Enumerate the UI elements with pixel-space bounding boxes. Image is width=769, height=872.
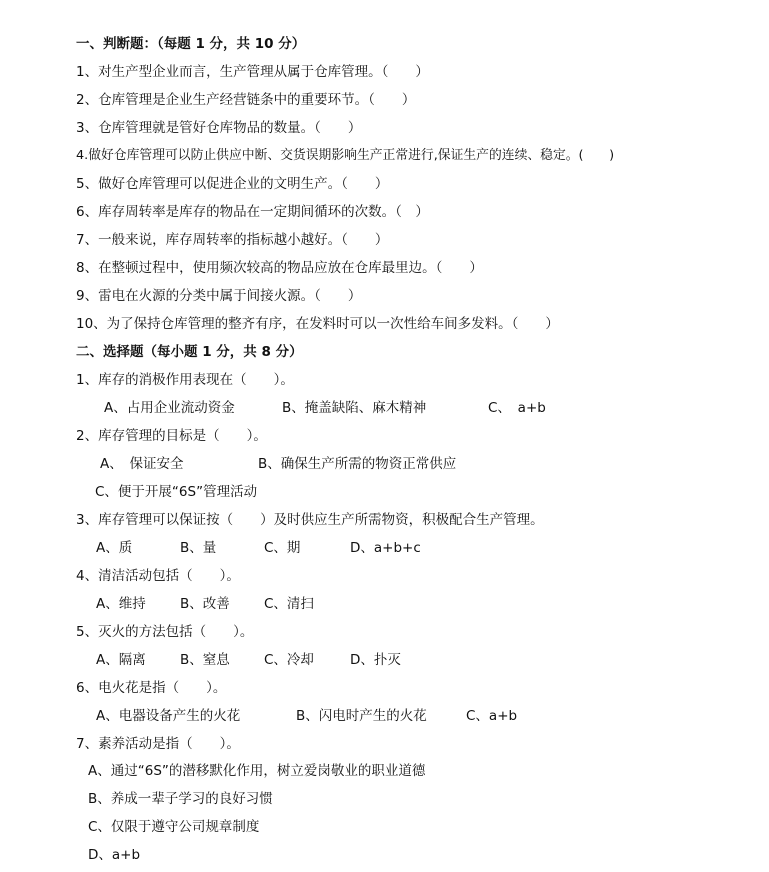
tf-question-2: 2、仓库管理是企业生产经营链条中的重要环节。（ ） [76, 92, 416, 108]
section-2-title: 二、选择题（每小题 1 分，共 8 分） [76, 344, 303, 360]
mc-question-7-option-d: D、a+b [88, 847, 141, 863]
mc-question-7-stem: 7、素养活动是指（ ）。 [76, 736, 240, 752]
mc-question-1-option-b: B、掩盖缺陷、麻木精神 [282, 400, 427, 416]
mc-question-5-option-c: C、冷却 [264, 652, 314, 668]
mc-question-6-stem: 6、电火花是指（ ）。 [76, 680, 227, 696]
tf-question-10: 10、为了保持仓库管理的整齐有序，在发料时可以一次性给车间多发料。（ ） [76, 316, 559, 332]
tf-question-8: 8、在整顿过程中，使用频次较高的物品应放在仓库最里边。（ ） [76, 260, 483, 276]
tf-question-9: 9、雷电在火源的分类中属于间接火源。（ ） [76, 288, 362, 304]
mc-question-4-option-c: C、清扫 [264, 596, 314, 612]
mc-question-1-stem: 1、库存的消极作用表现在（ ）。 [76, 372, 294, 388]
section-1-title: 一、判断题：（每题 1 分，共 10 分） [76, 36, 306, 52]
mc-question-5-option-b: B、窒息 [180, 652, 230, 668]
mc-question-7-option-a: A、通过“6S”的潜移默化作用，树立爱岗敬业的职业道德 [88, 763, 426, 779]
mc-question-6-option-a: A、电器设备产生的火花 [96, 708, 241, 724]
tf-question-1: 1、对生产型企业而言，生产管理从属于仓库管理。（ ） [76, 64, 429, 80]
mc-question-4-option-a: A、维持 [96, 596, 146, 612]
tf-question-4: 4.做好仓库管理可以防止供应中断、交货误期影响生产正常进行,保证生产的连续、稳定。( ) [76, 148, 615, 163]
mc-question-7-option-c: C、仅限于遵守公司规章制度 [88, 819, 260, 835]
mc-question-6-option-c: C、a+b [466, 708, 518, 724]
tf-question-7: 7、一般来说，库存周转率的指标越小越好。（ ） [76, 232, 389, 248]
mc-question-2-option-a: A、 保证安全 [100, 456, 184, 472]
mc-question-3-option-a: A、质 [96, 540, 133, 556]
tf-question-6: 6、库存周转率是库存的物品在一定期间循环的次数。（ ） [76, 204, 429, 220]
mc-question-5-option-a: A、隔离 [96, 652, 146, 668]
mc-question-1-option-c: C、 a+b [488, 400, 546, 416]
tf-question-5: 5、做好仓库管理可以促进企业的文明生产。（ ） [76, 176, 389, 192]
mc-question-5-option-d: D、扑灭 [350, 652, 401, 668]
mc-question-3-option-c: C、期 [264, 540, 301, 556]
mc-question-5-stem: 5、灭火的方法包括（ ）。 [76, 624, 254, 640]
mc-question-4-option-b: B、改善 [180, 596, 230, 612]
mc-question-7-option-b: B、养成一辈子学习的良好习惯 [88, 791, 273, 807]
mc-question-3-stem: 3、库存管理可以保证按（ ）及时供应生产所需物资，积极配合生产管理。 [76, 512, 544, 528]
tf-question-3: 3、仓库管理就是管好仓库物品的数量。（ ） [76, 120, 362, 136]
mc-question-2-option-b: B、确保生产所需的物资正常供应 [258, 456, 457, 472]
mc-question-2-option-c: C、便于开展“6S”管理活动 [95, 484, 258, 500]
mc-question-1-option-a: A、占用企业流动资金 [104, 400, 235, 416]
mc-question-2-stem: 2、库存管理的目标是（ ）。 [76, 428, 267, 444]
mc-question-3-option-d: D、a+b+c [350, 540, 421, 556]
mc-question-6-option-b: B、闪电时产生的火花 [296, 708, 427, 724]
mc-question-4-stem: 4、清洁活动包括（ ）。 [76, 568, 240, 584]
mc-question-3-option-b: B、量 [180, 540, 217, 556]
